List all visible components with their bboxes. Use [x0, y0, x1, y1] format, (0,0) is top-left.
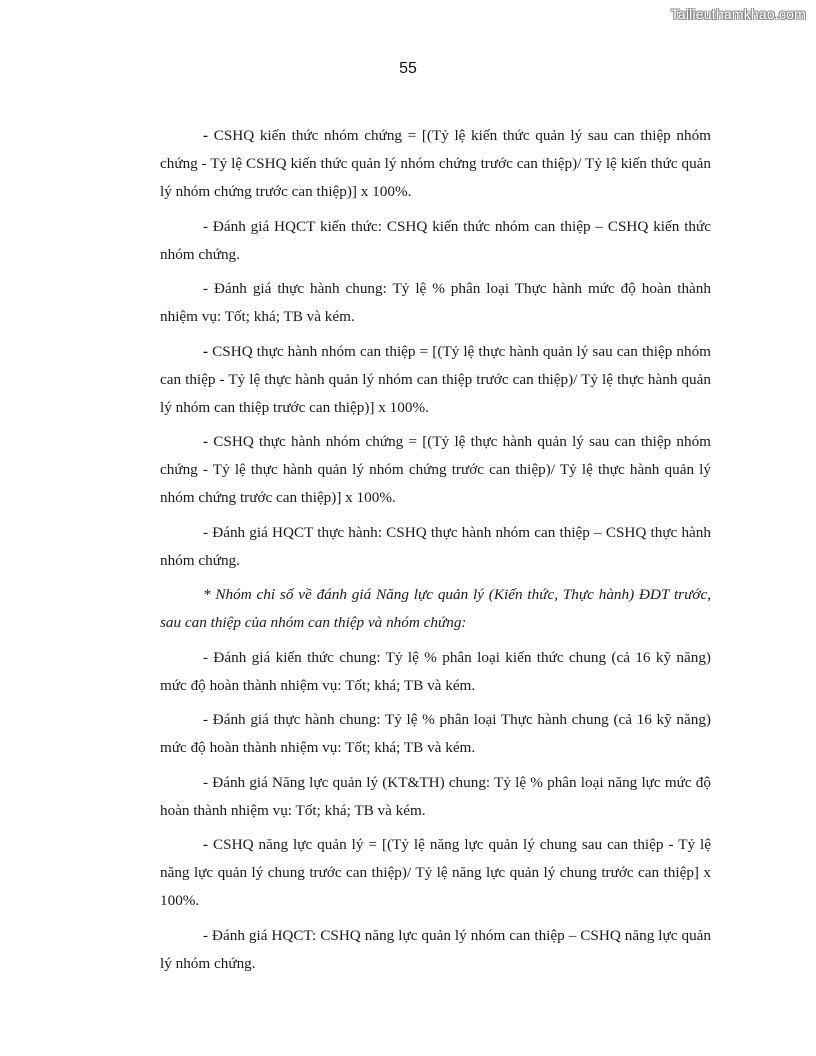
paragraph-capacity-general	[160, 769, 711, 825]
paragraph-hqct-practice	[160, 519, 711, 575]
paragraph-text: Đánh giá thực hành chung: Tỷ lệ % phân loại Thực hành chung (cả 16 kỹ năng) mức độ hoàn thành nhiệm vụ: Tốt; khá; TB và kém.	[160, 711, 711, 756]
paragraph-practice-general-16	[160, 706, 711, 762]
paragraph-practice-general	[160, 275, 711, 331]
watermark-logo-text: Tailieuthamkhao.com	[670, 6, 806, 22]
paragraph-hqct-knowledge	[160, 213, 711, 269]
paragraph-cshq-knowledge-control	[160, 122, 711, 206]
paragraph-section-heading-capacity	[160, 581, 711, 637]
paragraph-cshq-capacity	[160, 831, 711, 915]
paragraph-text: Đánh giá kiến thức chung: Tỷ lệ % phân loại kiến thức chung (cả 16 kỹ năng) mức độ hoàn thành nhiệm vụ: Tốt; khá; TB và kém.	[160, 648, 711, 694]
paragraph-text: Nhóm chỉ số về đánh giá Năng lực quản lý (Kiến thức, Thực hành) ĐDT trước, sau can thiệp của nhóm can thiệp và nhóm chứng:	[160, 586, 711, 631]
bullet-dash: -	[203, 523, 209, 541]
bullet-dash: -	[203, 342, 209, 360]
paragraph-cshq-practice-intervention	[160, 338, 711, 422]
bullet-dash: -	[203, 127, 209, 144]
paragraph-text: CSHQ năng lực quản lý = [(Tỷ lệ năng lực quản lý chung sau can thiệp - Tỷ lệ năng lực quản lý chung trước can thiệp)/ Tỷ lệ năng lực quản lý chung trước can thiệp] x 100%.	[160, 836, 711, 909]
paragraph-text: Đánh giá HQCT thực hành: CSHQ thực hành nhóm can thiệp – CSHQ thực hành nhóm chứng.	[160, 523, 711, 569]
bullet-dash: -	[203, 773, 209, 791]
paragraph-text: Đánh giá Năng lực quản lý (KT&TH) chung: Tỷ lệ % phân loại năng lực mức độ hoàn thành nhiệm vụ: Tốt; khá; TB và kém.	[160, 773, 711, 819]
bullet-dash: -	[203, 433, 209, 450]
paragraph-text: Đánh giá HQCT: CSHQ năng lực quản lý nhóm can thiệp – CSHQ năng lực quản lý nhóm chứng.	[160, 926, 711, 972]
bullet-dash: -	[203, 836, 209, 853]
paragraph-text: Đánh giá HQCT kiến thức: CSHQ kiến thức nhóm can thiệp – CSHQ kiến thức nhóm chứng.	[160, 217, 711, 263]
bullet-dash: -	[203, 711, 209, 728]
paragraph-knowledge-general	[160, 644, 711, 700]
bullet-dash: -	[203, 648, 209, 666]
bullet-asterisk: *	[203, 586, 211, 603]
paragraph-text: CSHQ thực hành nhóm can thiệp = [(Tỷ lệ thực hành quản lý sau can thiệp nhóm can thiệp - Tỷ lệ thực hành quản lý nhóm can thiệp trước can thiệp)/ Tỷ lệ thực hành quản lý nhóm can thiệp trước can thiệp)] x 100%.	[160, 342, 711, 416]
page-number: 55	[399, 60, 417, 77]
paragraph-text: CSHQ kiến thức nhóm chứng = [(Tỷ lệ kiến thức quản lý sau can thiệp nhóm chứng - Tỷ lệ CSHQ kiến thức quản lý nhóm chứng trước can thiệp)/ Tỷ lệ kiến thức quản lý nhóm chứng trước can thiệp)] x 100%.	[160, 127, 711, 200]
paragraph-text: CSHQ thực hành nhóm chứng = [(Tỷ lệ thực hành quản lý sau can thiệp nhóm chứng - Tỷ lệ thực hành quản lý nhóm chứng trước can thiệp)/ Tỷ lệ thực hành quản lý nhóm chứng trước can thiệp)] x 100%.	[160, 433, 711, 506]
paragraph-cshq-practice-control	[160, 428, 711, 512]
paragraph-text: Đánh giá thực hành chung: Tỷ lệ % phân loại Thực hành mức độ hoàn thành nhiệm vụ: Tốt; khá; TB và kém.	[160, 280, 711, 325]
paragraph-hqct-capacity	[160, 922, 711, 978]
bullet-dash: -	[203, 280, 209, 297]
bullet-dash: -	[203, 926, 209, 944]
bullet-dash: -	[203, 217, 209, 235]
document-body	[160, 122, 711, 984]
